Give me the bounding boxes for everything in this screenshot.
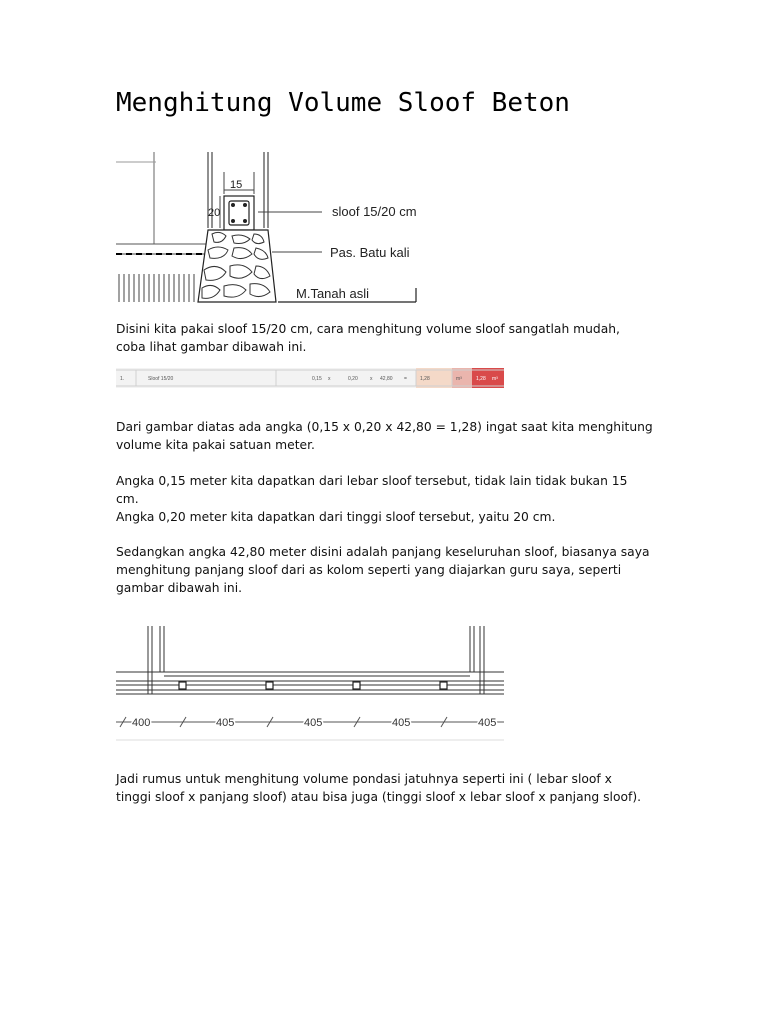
stone-foundation	[198, 230, 276, 302]
page-title: Menghitung Volume Sloof Beton	[116, 88, 570, 118]
dimension-label: 405	[478, 717, 497, 729]
row-height: 0,20	[348, 376, 358, 382]
row-item: Sloof 15/20	[148, 376, 174, 382]
row-total-unit: m³	[492, 376, 498, 382]
row-times-2: x	[370, 376, 373, 382]
stone-label: Pas. Batu kali	[330, 245, 410, 260]
paragraph-length: Sedangkan angka 42,80 meter disini adalah panjang keseluruhan sloof, biasanya saya menghitung panjang sloof dari as kolom seperti yang diajarkan guru saya, seperti gambar dibawah ini.	[116, 545, 650, 595]
paragraph-dimensions: Angka 0,15 meter kita dapatkan dari lebar sloof tersebut, tidak lain tidak bukan 15 cm. Angka 0,20 meter kita dapatkan dari tinggi sloof tersebut, yaitu 20 cm.	[116, 474, 628, 524]
row-times-1: x	[328, 376, 331, 382]
dimension-label: 405	[392, 717, 411, 729]
sloof-label: sloof 15/20 cm	[332, 204, 417, 219]
dimension-label: 405	[304, 717, 323, 729]
row-length: 42,80	[380, 376, 393, 382]
volume-calculation-row	[116, 368, 504, 388]
width-dimension: 15	[230, 179, 243, 191]
paragraph-formula-explanation: Dari gambar diatas ada angka (0,15 x 0,20 x 42,80 = 1,28) ingat saat kita menghitung volume kita pakai satuan meter.	[116, 420, 653, 452]
ground-hatch	[116, 254, 208, 302]
row-equals: =	[404, 376, 407, 382]
row-total: 1,28	[476, 376, 486, 382]
paragraph-intro: Disini kita pakai sloof 15/20 cm, cara menghitung volume sloof sangatlah mudah, coba lihat gambar dibawah ini.	[116, 322, 620, 354]
sloof-section-drawing	[116, 150, 428, 304]
row-unit: m³	[456, 376, 462, 382]
ground-label: M.Tanah asli	[296, 286, 369, 301]
dimension-label: 405	[216, 717, 235, 729]
height-dimension: 20	[208, 207, 221, 219]
sloof-plan-drawing	[116, 626, 504, 742]
row-number: 1.	[120, 376, 125, 382]
sloof-beam	[224, 196, 254, 230]
dimension-label: 400	[132, 717, 151, 729]
paragraph-conclusion: Jadi rumus untuk menghitung volume pondasi jatuhnya seperti ini ( lebar sloof x tinggi sloof x panjang sloof) atau bisa juga (tinggi sloof x lebar sloof x panjang sloof).	[116, 772, 642, 804]
row-result: 1,28	[420, 376, 430, 382]
row-width: 0,15	[312, 376, 322, 382]
